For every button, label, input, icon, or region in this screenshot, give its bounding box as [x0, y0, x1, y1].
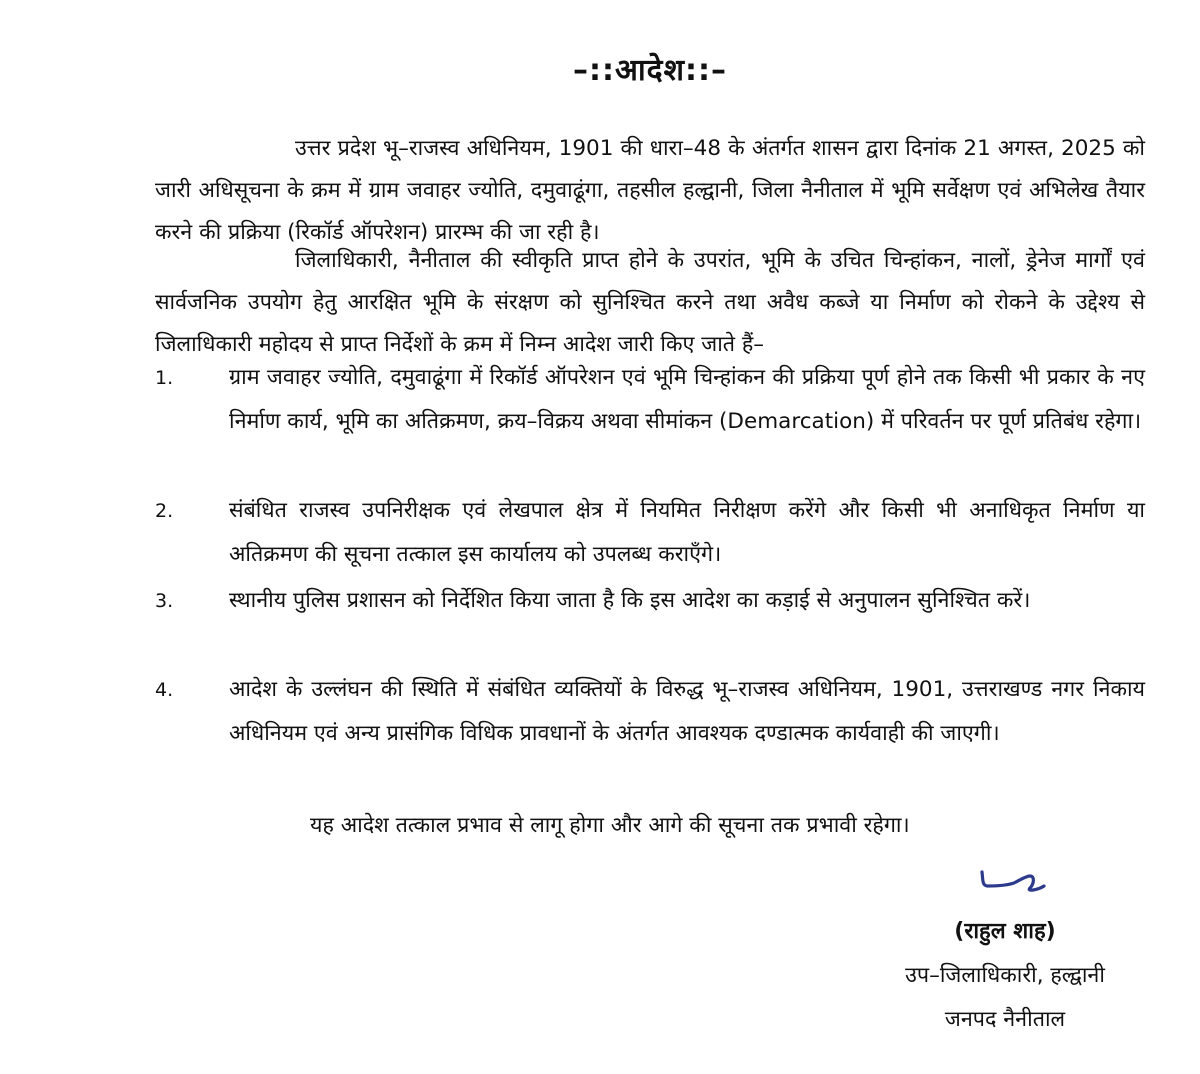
order-item-number: 4. [155, 679, 174, 701]
signature-icon [972, 864, 1052, 904]
order-item-number: 2. [155, 500, 174, 522]
order-item-number: 3. [155, 590, 174, 612]
signatory-name: (राहुल शाह) [954, 919, 1056, 944]
order-item-text: आदेश के उल्लंघन की स्थिति में संबंधित व्यक्तियों के विरुद्ध भू–राजस्व अधिनियम, 1901, उत्तराखण्ड नगर निकाय अधिनियम एवं अन्य प्रासंगिक विधिक प्रावधानों के अंतर्गत आवश्यक दण्डात्मक कार्यवाही की जाएगी। [229, 677, 1145, 746]
intro-paragraph-1: उत्तर प्रदेश भू–राजस्व अधिनियम, 1901 की धारा–48 के अंतर्गत शासन द्वारा दिनांक 21 अगस्त, 2025 को जारी अधिसूचना के क्रम में ग्राम जवाहर ज्योति, दमुवाढूंगा, तहसील हल्द्वानी, जिला नैनीताल में भूमि सर्वेक्षण एवं अभिलेख तैयार करने की प्रक्रिया (रिकॉर्ड ऑपरेशन) प्रारम्भ की जा रही है। [155, 136, 1145, 245]
signatory-district: जनपद नैनीताल [944, 1007, 1066, 1032]
order-item-text: ग्राम जवाहर ज्योति, दमुवाढूंगा में रिकॉर्ड ऑपरेशन एवं भूमि चिन्हांकन की प्रक्रिया पूर्ण होने तक किसी भी प्रकार के नए निर्माण कार्य, भूमि का अतिक्रमण, क्रय–विक्रय अथवा सीमांकन (Demarcation) में परिवर्तन पर पूर्ण प्रतिबंध रहेगा। [229, 365, 1145, 434]
order-item-text: स्थानीय पुलिस प्रशासन को निर्देशित किया जाता है कि इस आदेश का कड़ाई से अनुपालन सुनिश्चित करें। [229, 588, 1031, 613]
order-item-number: 1. [155, 367, 174, 389]
intro-paragraph-2: जिलाधिकारी, नैनीताल की स्वीकृति प्राप्त होने के उपरांत, भूमि के उचित चिन्हांकन, नालों, ड्रेनेज मार्गों एवं सार्वजनिक उपयोग हेतु आरक्षित भूमि के संरक्षण को सुनिश्चित करने तथा अवैध कब्जे या निर्माण को रोकने के उद्देश्य से जिलाधिकारी महोदय से प्राप्त निर्देशों के क्रम में निम्न आदेश जारी किए जाते हैं– [155, 248, 1145, 357]
signatory-designation: उप–जिलाधिकारी, हल्द्वानी [905, 963, 1105, 988]
order-title: –::आदेश::– [573, 53, 727, 88]
closing-statement: यह आदेश तत्काल प्रभाव से लागू होगा और आगे की सूचना तक प्रभावी रहेगा। [310, 813, 910, 838]
order-item-text: संबंधित राजस्व उपनिरीक्षक एवं लेखपाल क्षेत्र में नियमित निरीक्षण करेंगे और किसी भी अनाधिकृत निर्माण या अतिक्रमण की सूचना तत्काल इस कार्यालय को उपलब्ध कराएँगे। [229, 498, 1145, 567]
signature-stroke [982, 872, 1044, 890]
